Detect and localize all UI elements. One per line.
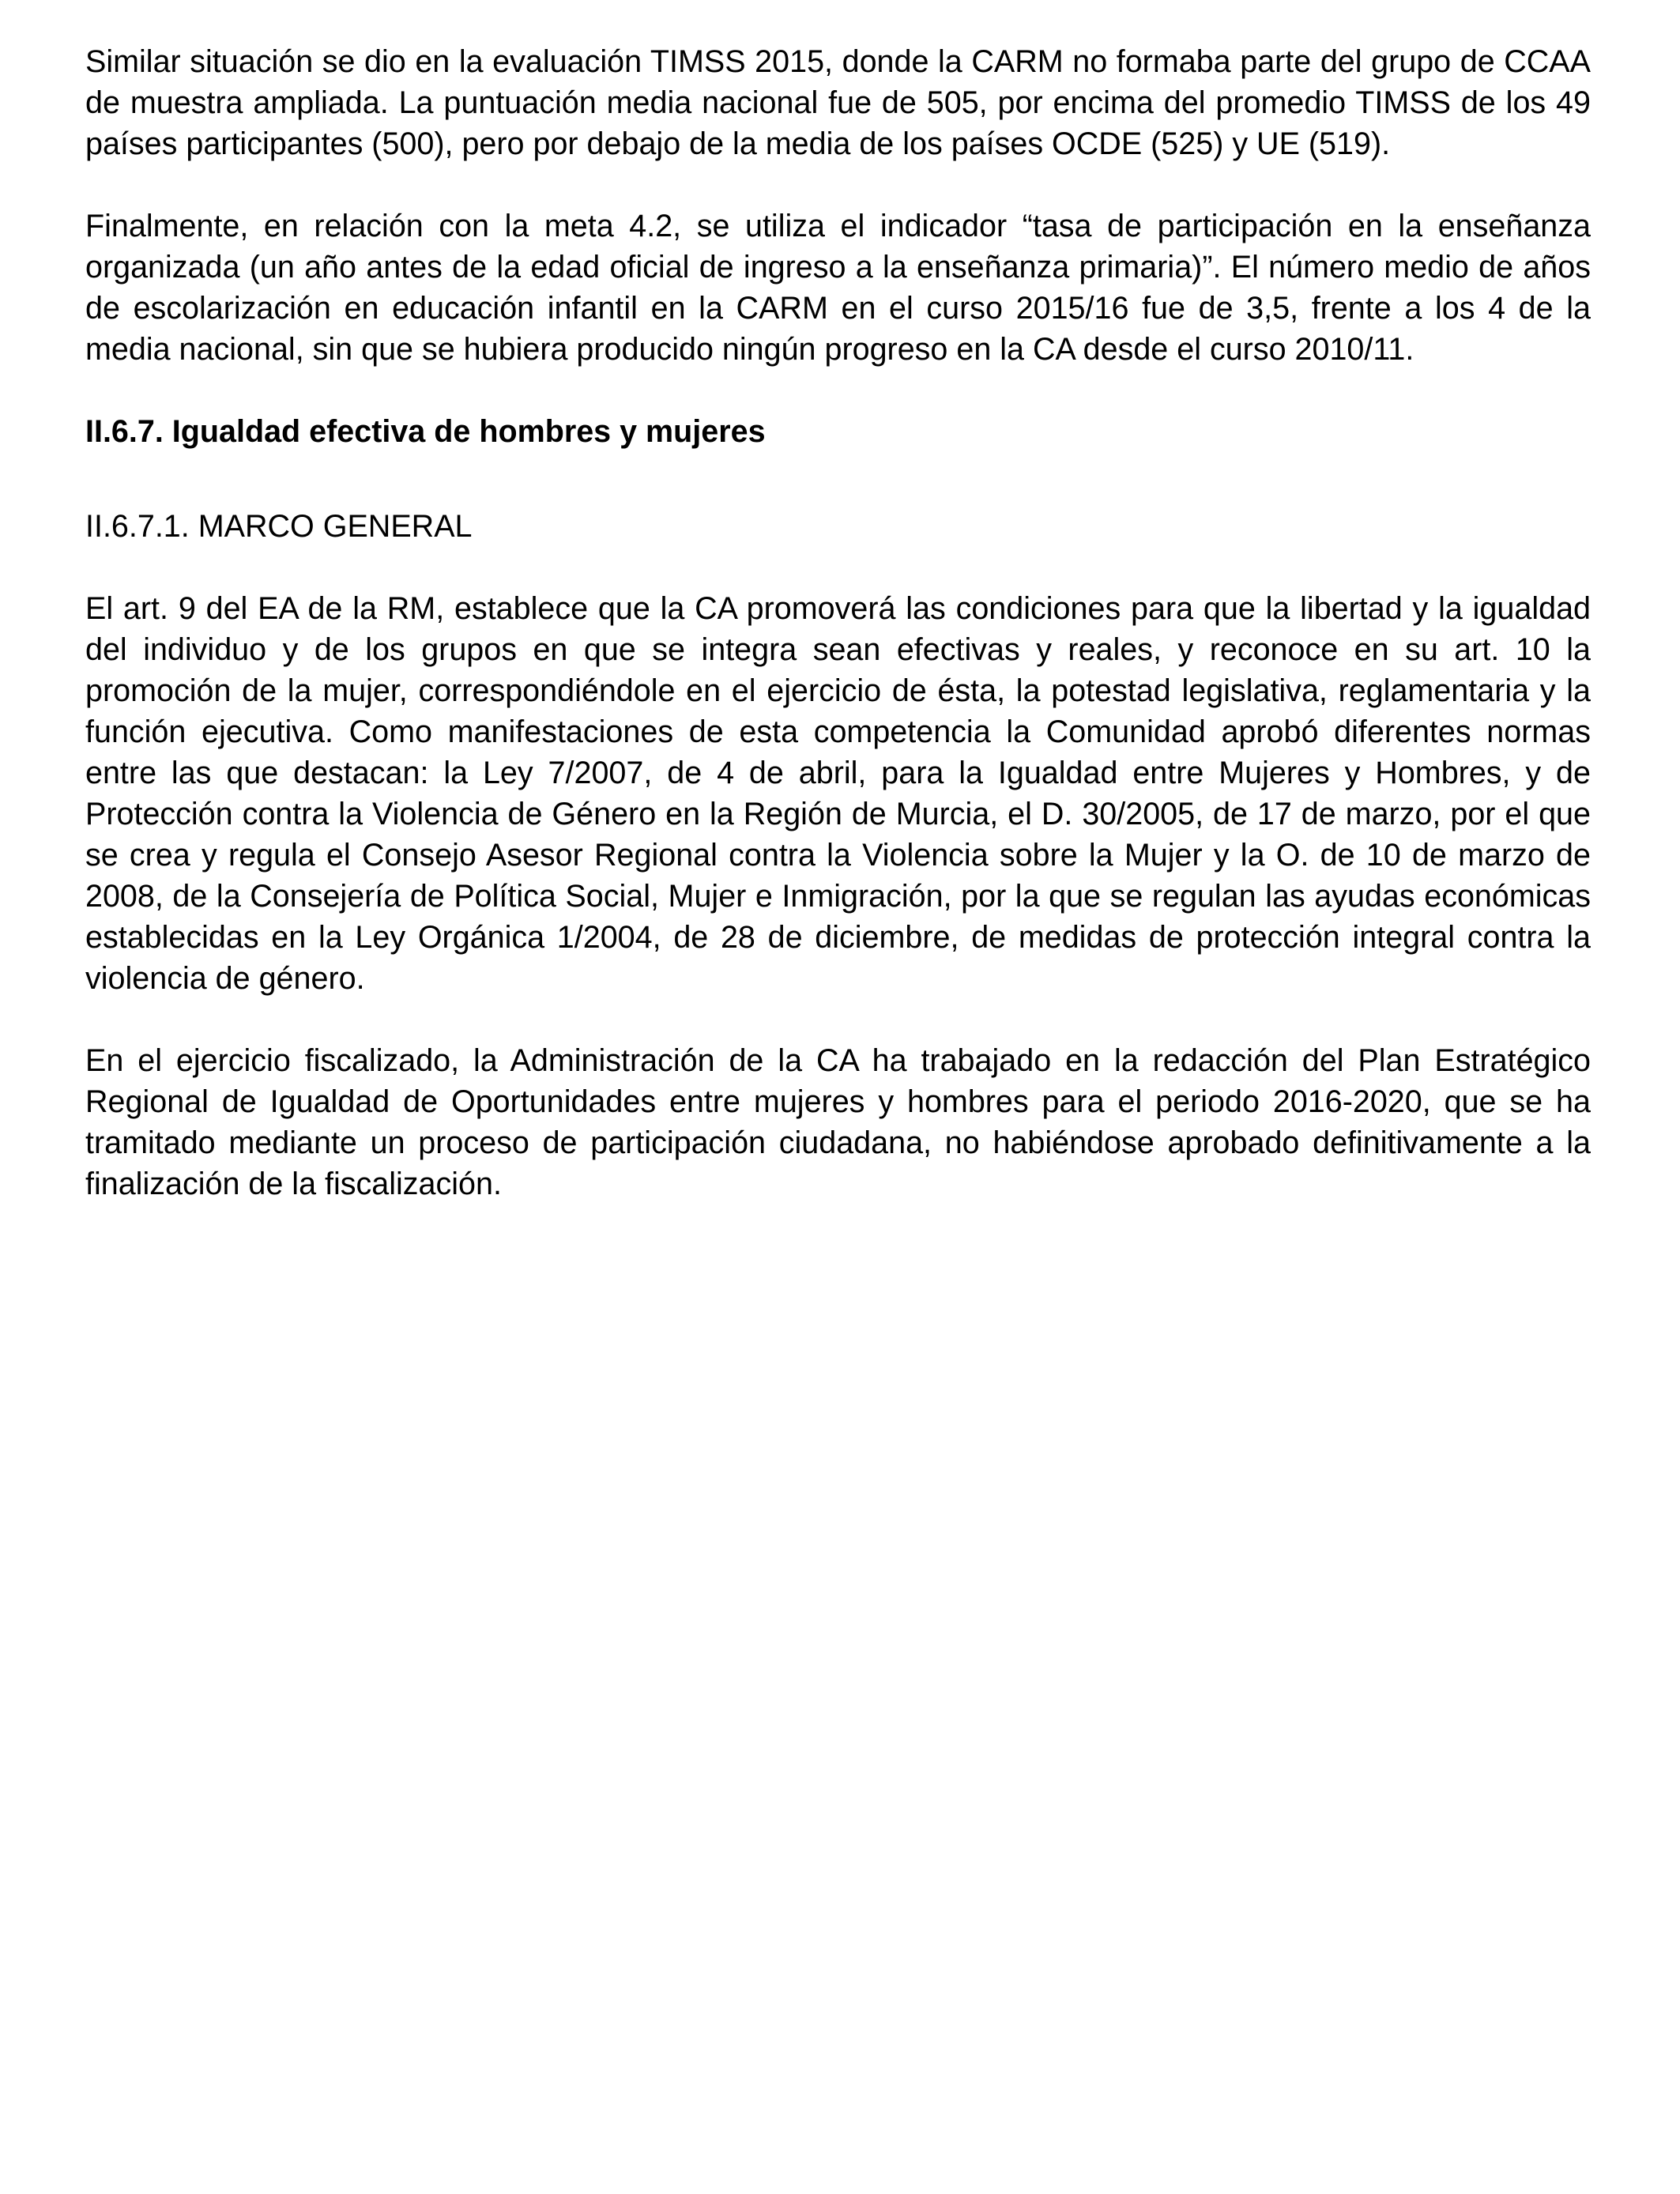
section-heading: II.6.7. Igualdad efectiva de hombres y mujeres	[85, 414, 766, 449]
subsection-heading: II.6.7.1. MARCO GENERAL	[85, 509, 473, 544]
paragraph-plan-estrategico: En el ejercicio fiscalizado, la Administración de la CA ha trabajado en la redacción del Plan Estratégico Regional de Igualdad de Oportunidades entre mujeres y hombres para el periodo 2016-2020, que se ha tramitado mediante un proceso de participación ciudadana, no habiéndose aprobado definitivamente a la finalización de la fiscalización.	[85, 1043, 1591, 1201]
document-page	[85, 41, 1591, 1204]
paragraph-marco-general: El art. 9 del EA de la RM, establece que la CA promoverá las condiciones para que la libertad y la igualdad del individuo y de los grupos en que se integra sean efectivas y reales, y reconoce en su art. 10 la promoción de la mujer, correspondiéndole en el ejercicio de ésta, la potestad legislativa, reglamentaria y la función ejecutiva. Como manifestaciones de esta competencia la Comunidad aprobó diferentes normas entre las que destacan: la Ley 7/2007, de 4 de abril, para la Igualdad entre Mujeres y Hombres, y de Protección contra la Violencia de Género en la Región de Murcia, el D. 30/2005, de 17 de marzo, por el que se crea y regula el Consejo Asesor Regional contra la Violencia sobre la Mujer y la O. de 10 de marzo de 2008, de la Consejería de Política Social, Mujer e Inmigración, por la que se regulan las ayudas económicas establecidas en la Ley Orgánica 1/2004, de 28 de diciembre, de medidas de protección integral contra la violencia de género.	[85, 591, 1591, 996]
paragraph-meta-4-2: Finalmente, en relación con la meta 4.2, se utiliza el indicador “tasa de participación en la enseñanza organizada (un año antes de la edad oficial de ingreso a la enseñanza primaria)”. El número medio de años de escolarización en educación infantil en la CARM en el curso 2015/16 fue de 3,5, frente a los 4 de la media nacional, sin que se hubiera producido ningún progreso en la CA desde el curso 2010/11.	[85, 209, 1591, 367]
paragraph-timss: Similar situación se dio en la evaluación TIMSS 2015, donde la CARM no formaba parte del grupo de CCAA de muestra ampliada. La puntuación media nacional fue de 505, por encima del promedio TIMSS de los 49 países participantes (500), pero por debajo de la media de los países OCDE (525) y UE (519).	[85, 44, 1591, 161]
